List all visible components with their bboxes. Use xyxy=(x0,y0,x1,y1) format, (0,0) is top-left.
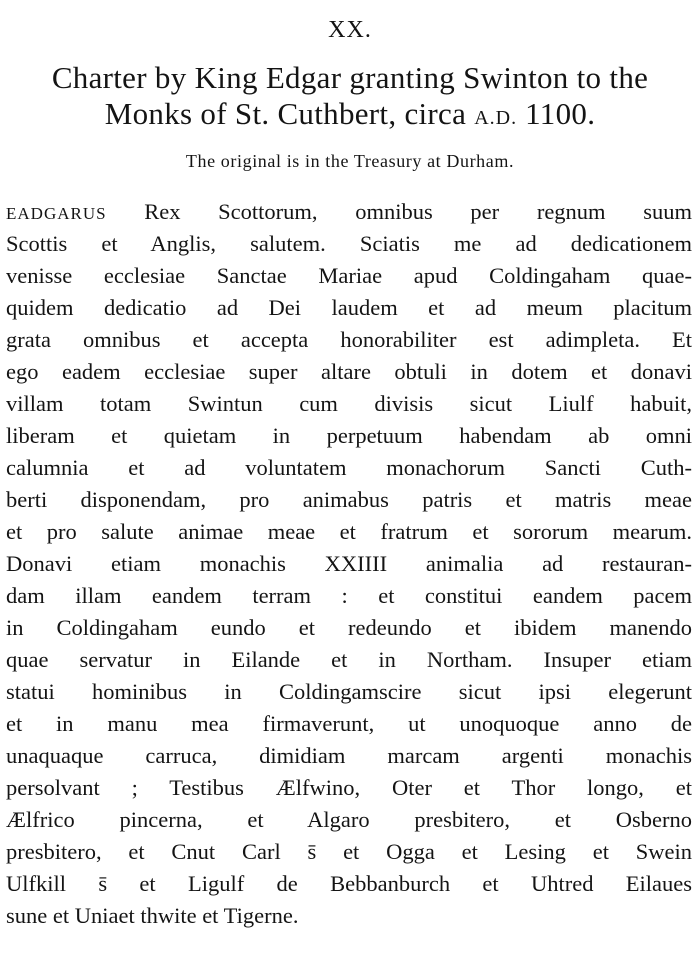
text-line: calumnia et ad voluntatem monachorum Sancti Cuth- xyxy=(6,455,692,480)
text-line: sune et Uniaet thwite et Tigerne. xyxy=(6,903,299,928)
text-line: persolvant ; Testibus Ælfwino, Oter et Thor longo, et xyxy=(6,775,692,800)
text-line: ego eadem ecclesiae super altare obtuli in dotem et donavi xyxy=(6,359,692,384)
title-era: A.D. xyxy=(474,107,518,129)
source-note: The original is in the Treasury at Durham. xyxy=(185,151,515,171)
chapter-number: XX. xyxy=(328,17,372,43)
text-line: dam illam eandem terram : et constitui eandem pacem xyxy=(6,583,692,608)
text-line: grata omnibus et accepta honorabiliter est adimpleta. Et xyxy=(6,327,692,352)
title-main: Charter by King Edgar granting Swinton to the Monks of St. Cuthbert, circa xyxy=(51,60,649,131)
text-line: et pro salute animae meae et fratrum et sororum mearum. xyxy=(6,519,692,544)
charter-text xyxy=(6,196,692,932)
text-line: Ælfrico pincerna, et Algaro presbitero, et Osberno xyxy=(6,807,692,832)
opening-word: EADGARUS xyxy=(6,204,107,223)
line-text: Rex Scottorum, omnibus per regnum suum xyxy=(106,199,692,224)
text-line xyxy=(6,196,692,228)
text-line: Donavi etiam monachis XXIIII animalia ad restauran- xyxy=(6,551,692,576)
text-line: presbitero, et Cnut Carl s̄ et Ogga et Lesing et Swein xyxy=(6,839,692,864)
text-line: villam totam Swintun cum divisis sicut Liulf habuit, xyxy=(6,391,692,416)
text-line: berti disponendam, pro animabus patris et matris meae xyxy=(6,487,692,512)
text-line: quae servatur in Eilande et in Northam. Insuper etiam xyxy=(6,647,692,672)
title-year: 1100. xyxy=(517,96,596,131)
text-line: unaquaque carruca, dimidiam marcam argenti monachis xyxy=(6,743,692,768)
text-line: quidem dedicatio ad Dei laudem et ad meum placitum xyxy=(6,295,692,320)
text-line: liberam et quietam in perpetuum habendam ab omni xyxy=(6,423,692,448)
text-line: venisse ecclesiae Sanctae Mariae apud Coldingaham quae- xyxy=(6,263,692,288)
text-line: et in manu mea firmaverunt, ut unoquoque anno de xyxy=(6,711,692,736)
text-line: statui hominibus in Coldingamscire sicut ipsi elegerunt xyxy=(6,679,692,704)
charter-title xyxy=(8,60,692,136)
text-line: Scottis et Anglis, salutem. Sciatis me ad dedicationem xyxy=(6,231,692,256)
text-line: in Coldingaham eundo et redeundo et ibidem manendo xyxy=(6,615,692,640)
text-line: Ulfkill s̄ et Ligulf de Bebbanburch et Uhtred Eilaues xyxy=(6,871,692,896)
